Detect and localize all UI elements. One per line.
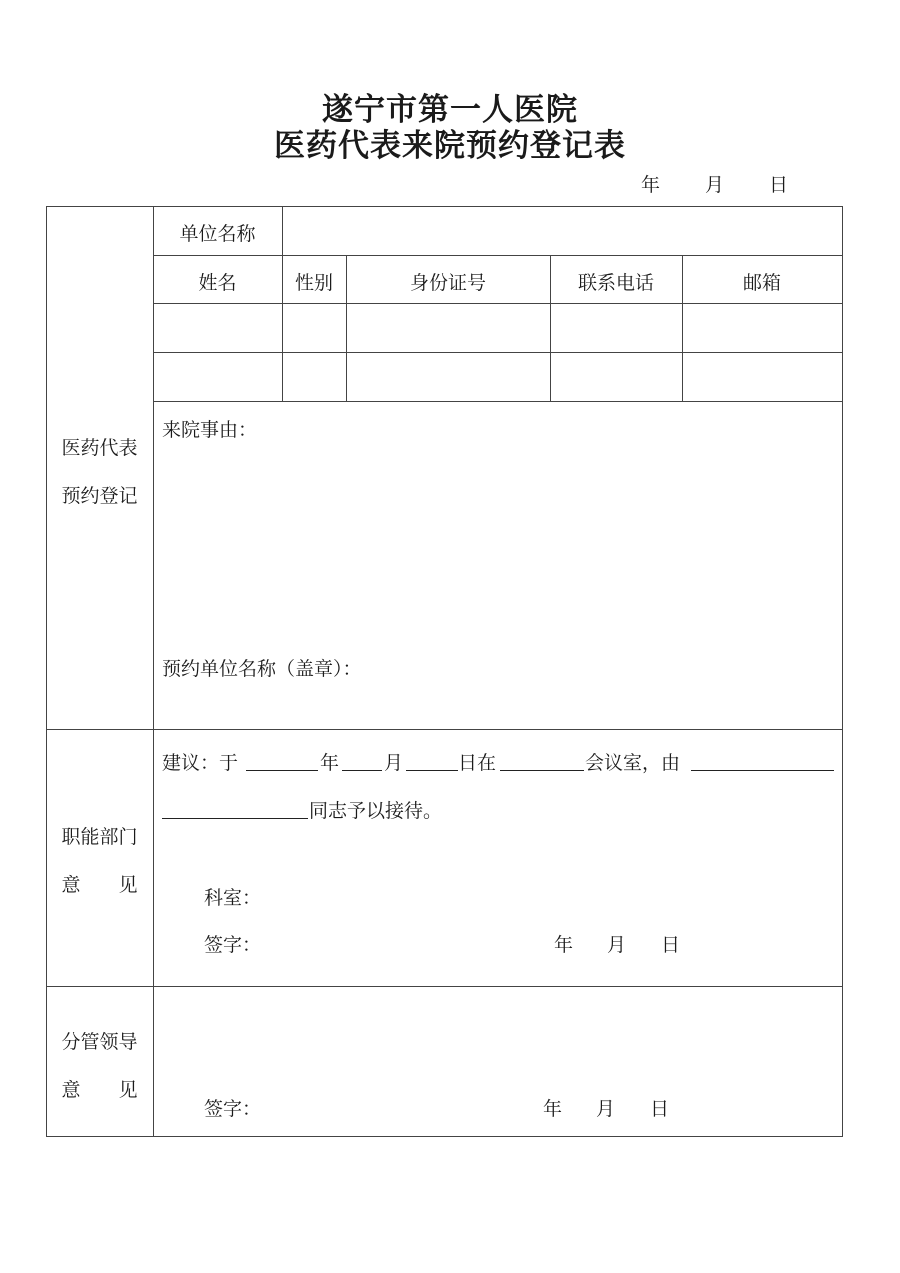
header-date-month: 月 [705,174,725,196]
leader-date-year: 年 [543,1098,563,1120]
grid-line [153,401,843,402]
dept-label: 科室： [204,887,262,909]
section3-label-line1: 分管领导 [61,1031,138,1053]
table-border-left [46,206,47,1136]
column-header-email: 邮箱 [742,272,781,294]
header-date-day: 日 [769,174,789,196]
unit-name-field[interactable] [283,207,842,255]
column-header-phone: 联系电话 [577,272,654,294]
booking-unit-stamp-label: 预约单位名称（盖章）： [162,658,362,680]
section1-label-line1: 医药代表 [61,437,138,459]
visit-reason-label: 来院事由： [162,419,258,441]
dept-date-year: 年 [554,934,574,956]
form-title-hospital: 遂宁市第一人医院 [322,92,578,128]
suggest-comrade: 同志予以接待。 [309,800,443,822]
dept-date-day: 日 [661,934,681,956]
table-border-right [842,206,843,1136]
table-border-bottom [46,1136,843,1137]
leader-sign-label: 签字： [204,1098,262,1120]
table-row[interactable] [154,353,842,401]
column-header-gender: 性别 [294,272,333,294]
section3-label-line2: 意 见 [61,1079,138,1101]
leader-date-day: 日 [650,1098,670,1120]
dept-sign-label: 签字： [204,934,262,956]
section1-label-line2: 预约登记 [61,485,138,507]
suggest-room-by: 会议室，由 [585,752,681,774]
leader-date-month: 月 [596,1098,616,1120]
suggest-prefix: 建议：于 [162,752,239,774]
blank-year[interactable] [246,770,318,771]
blank-receiver-a[interactable] [691,770,834,771]
section-divider [46,986,843,987]
section-divider [46,729,843,730]
suggest-day-at: 日在 [458,752,497,774]
column-header-name: 姓名 [198,272,237,294]
suggest-year: 年 [320,752,340,774]
grid-line [153,255,843,256]
suggest-month: 月 [384,752,404,774]
blank-receiver-b[interactable] [162,818,308,819]
form-title-register: 医药代表来院预约登记表 [274,128,626,164]
header-date-year: 年 [641,174,661,196]
blank-day[interactable] [406,770,458,771]
section2-label-line1: 职能部门 [61,826,138,848]
section2-label-line2: 意 见 [61,874,138,896]
unit-name-label: 单位名称 [179,223,256,245]
dept-date-month: 月 [607,934,627,956]
blank-meeting-room[interactable] [500,770,584,771]
blank-month[interactable] [342,770,382,771]
column-header-id-number: 身份证号 [409,272,486,294]
table-row[interactable] [154,304,842,352]
